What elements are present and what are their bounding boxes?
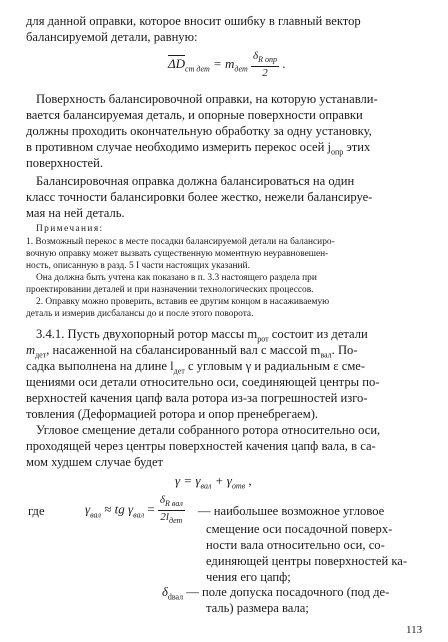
formula-sub: вал (133, 510, 145, 520)
note-line: 2. Оправку можно проверить, вставив ее другим концом в насаживаемую (36, 297, 330, 307)
note-line: ность, описанную в разд. 5 I части настоящих указаний. (26, 261, 250, 271)
m-sub: рот (257, 334, 269, 344)
formula-sub: отв (231, 481, 246, 491)
text-span: 3.4.1. Пусть двухопорный ротор массы m (36, 327, 258, 341)
jopr-sub: опр (330, 147, 344, 157)
text-line: класс точности балансировки более жестко, нежели балансируе- (26, 190, 373, 204)
section-line: Угловое смещение детали собранного ротора относительно оси, (36, 423, 381, 437)
notes-title: Примечания: (36, 224, 104, 234)
text-span: в противном случае необходимо измерить перекос осей j (26, 140, 331, 154)
formula-sub: вал (200, 481, 212, 491)
page-number: 113 (406, 624, 423, 636)
formula-den: 2l (160, 511, 169, 524)
symbol: δ (162, 585, 168, 599)
formula-den: 2 (262, 67, 268, 80)
text-span: , насаженной на сбалансированный вал с массой m (46, 343, 321, 357)
formula-m-sub: дет (234, 64, 248, 74)
text-line: Поверхность балансировочной оправки, на которую устанавли- (36, 92, 378, 106)
formula-lhs-sub: ст дет (185, 64, 210, 74)
note-line: 1. Возможный перекос в месте посадки балансируемой детали на балансиро- (26, 237, 335, 247)
text-line: поверхностей. (26, 156, 104, 170)
formula-num-sub: R вал (165, 499, 183, 509)
section-line: верхностей качения цапф вала ротора из-за погрешностей изго- (26, 391, 368, 405)
note-line: Она должна быть учтена как показано в п. 3.3 настоящего раздела при (36, 273, 317, 283)
l-sub: дет (173, 366, 185, 376)
formula-num: δ (159, 494, 166, 506)
text-line: мая на ней деталь. (26, 206, 125, 220)
text-span: . По- (331, 343, 358, 357)
text-span: с угловым γ и радиальным ε сме- (184, 359, 366, 373)
formula-text: + γ (211, 473, 232, 488)
definition-line: ности вала относительно оси, со- (206, 538, 385, 552)
text-line: вается балансируемая деталь, и опорные поверхности оправки (26, 108, 363, 122)
section-line: проходящей через центры поверхностей качения цапф вала, в са- (26, 439, 376, 453)
m-sub: вал (320, 350, 332, 360)
note-line: проектировании деталей и при назначении технологических процессов. (26, 285, 314, 295)
section-line: товления (Деформацией ротора и опор пренебрегаем). (26, 407, 319, 421)
section-line: щениями оси детали относительно оси, соединяющей центры по- (26, 375, 380, 389)
text-span: m (26, 343, 36, 357)
formula-fraction (158, 494, 185, 527)
formula-sub: вал (90, 510, 102, 520)
formula-num-sub: R опр (258, 55, 278, 65)
definition-line: таль) размера вала; (206, 601, 309, 615)
formula-num: δ (253, 50, 259, 62)
m-sub: дет (35, 350, 47, 360)
text-line: Балансировочная оправка должна балансироваться на один (36, 174, 355, 188)
text-line: должны проходить окончательную обработку за одну установку, (26, 124, 372, 138)
text-line: для данной оправки, которое вносит ошибку в главный вектор (26, 14, 361, 28)
definition-line: смещение оси посадочной поверх- (206, 522, 393, 536)
formula-gamma-sum: $\gamma = \gamma_{вал} + \gamma_{отв}$ , (175, 473, 252, 491)
text-span: состоит из детали (268, 327, 368, 341)
formula-text: γ = γ (175, 473, 201, 488)
text-span: садка выполнена на длине l (26, 359, 174, 373)
text-line: балансируемой детали, равную: (26, 30, 198, 44)
definition-line: — наибольшее возможное угловое (198, 504, 385, 518)
note-line: вочную оправку может вызвать существенную моментную неуравновешен- (26, 249, 329, 259)
formula-fraction (251, 50, 279, 80)
formula-lhs: $\overline{\Delta D}$ (168, 56, 186, 72)
formula-eq: = m (212, 56, 235, 72)
definition-line: единяющей центры поверхностей ка- (206, 554, 408, 568)
formula-den-sub: дет (168, 516, 183, 526)
text-span: — поле допуска посадочного (под де- (183, 585, 390, 599)
symbol-sub: dвал (167, 592, 184, 602)
note-line: деталь и измерив дисбалансы до и после этого поворота. (26, 309, 254, 319)
text-span: этих (343, 140, 371, 154)
formula-text: ≈ tg γ (101, 501, 134, 517)
formula-delta-d: $\overline{\Delta D}_{ст дет} = m_{дет}$ $\frac{\delta_{R опр}}{2}$ . (168, 50, 286, 80)
formula-text: γ (85, 501, 91, 517)
definition-line: чения его цапф; (206, 570, 291, 584)
where-label: где (28, 504, 45, 518)
section-line: мом худшем случае будет (26, 455, 164, 469)
formula-gamma-val: $\gamma_{вал}$ ≈ tg $\gamma_{вал}$ = $\frac{\delta_{R вал}}{2l_{дет}}$ (85, 494, 183, 526)
